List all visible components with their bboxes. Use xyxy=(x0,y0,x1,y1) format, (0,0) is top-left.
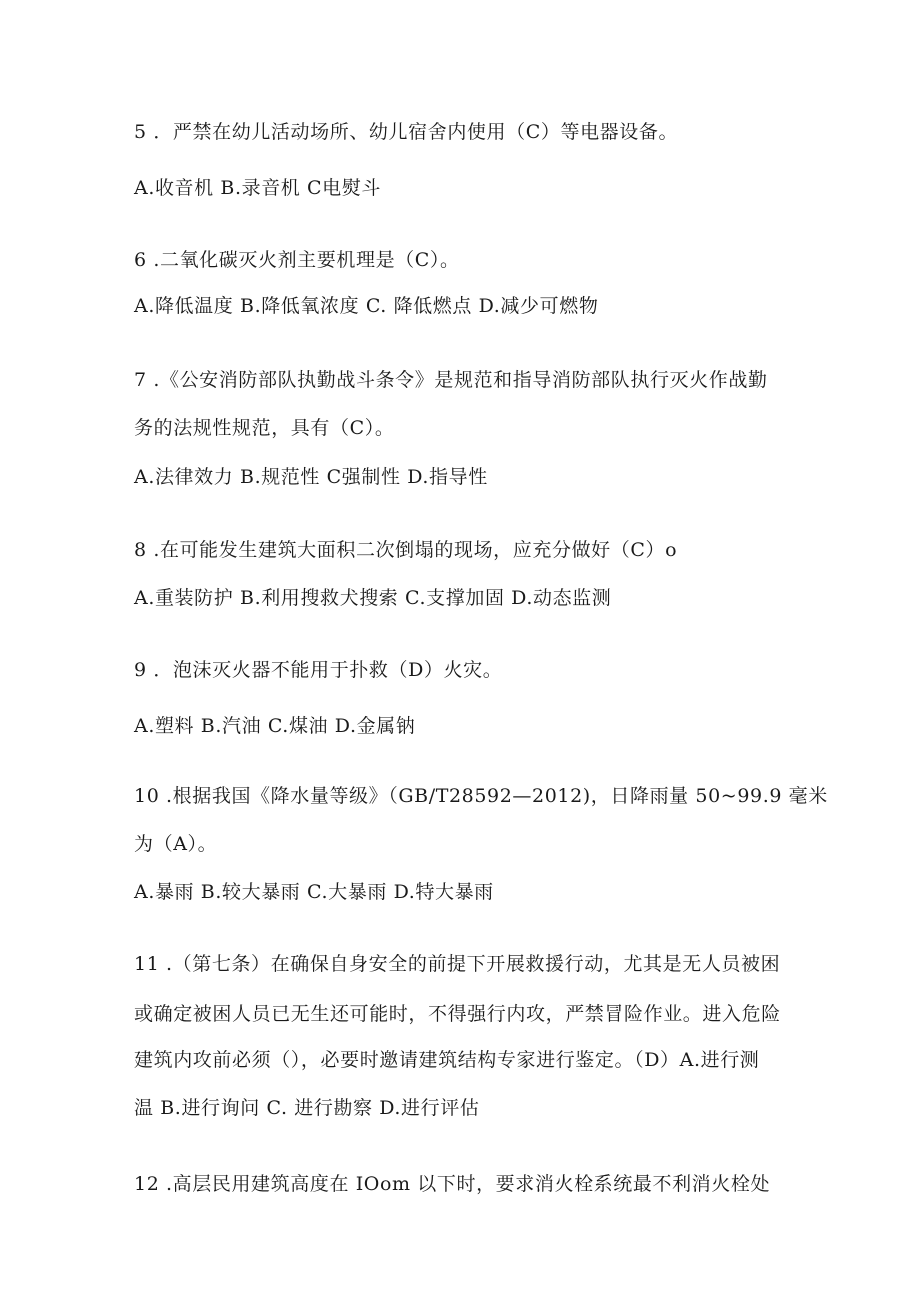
question-5-options: A.收音机 B.录音机 C电熨斗 xyxy=(134,177,381,199)
question-7-text-line-1: 7 .《公安消防部队执勤战斗条令》是规范和指导消防部队执行灭火作战勤 xyxy=(134,369,768,391)
question-8-text: 8 .在可能发生建筑大面积二次倒塌的现场，应充分做好（C）o xyxy=(134,539,678,561)
question-10-options: A.暴雨 B.较大暴雨 C.大暴雨 D.特大暴雨 xyxy=(134,881,494,903)
question-10-text-line-2: 为（A）。 xyxy=(134,833,218,855)
question-7-options: A.法律效力 B.规范性 C强制性 D.指导性 xyxy=(134,466,488,488)
question-6-options: A.降低温度 B.降低氧浓度 C. 降低燃点 D.减少可燃物 xyxy=(134,295,599,317)
question-9-text: 9 ．泡沫灭火器不能用于扑救（D）火灾。 xyxy=(134,659,503,681)
question-11-text-line-2: 或确定被困人员已无生还可能时，不得强行内攻，严禁冒险作业。进入危险 xyxy=(134,1003,781,1025)
question-5-text: 5 ．严禁在幼儿活动场所、幼儿宿舍内使用（C）等电器设备。 xyxy=(134,121,679,143)
question-12-text: 12 .高层民用建筑高度在 IOom 以下时，要求消火栓系统最不利消火栓处 xyxy=(134,1173,771,1195)
question-11-text-line-3: 建筑内攻前必须（），必要时邀请建筑结构专家进行鉴定。（D）A.进行测 xyxy=(134,1049,760,1071)
question-8-options: A.重装防护 B.利用搜救犬搜索 C.支撑加固 D.动态监测 xyxy=(134,587,612,609)
question-10-text-line-1: 10 .根据我国《降水量等级》（GB/T28592—2012)，日降雨量 50~99.9 毫米 xyxy=(134,785,828,807)
question-9-options: A.塑料 B.汽油 C.煤油 D.金属钠 xyxy=(134,715,416,737)
question-11-text-line-4: 温 B.进行询问 C. 进行勘察 D.进行评估 xyxy=(134,1097,480,1119)
question-6-text: 6 .二氧化碳灭火剂主要机理是（C）。 xyxy=(134,249,460,271)
question-11-text-line-1: 11 .（第七条）在确保自身安全的前提下开展救援行动，尤其是无人员被困 xyxy=(134,953,781,975)
question-7-text-line-2: 务的法规性规范，具有（C）。 xyxy=(134,417,395,439)
